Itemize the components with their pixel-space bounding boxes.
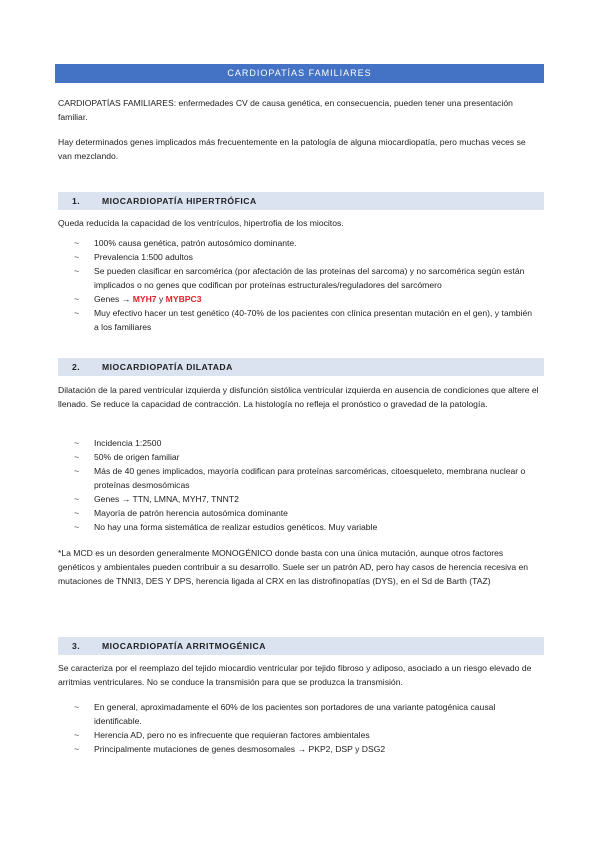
section-note: *La MCD es un desorden generalmente MONOGÉNICO donde basta con una única mutación, aunque otros factores genéticos y ambientales pueden contribuir a su desarrollo. Suele ser un patrón AD, pero hay casos de herencia recesiva en mutaciones de TNNI3, DES Y DPS, herencia ligada al CRX en las distrofinopatías (DYS), en el Sd de Barth (TAZ)	[58, 548, 529, 586]
intro-paragraph-1: CARDIOPATÍAS FAMILIARES: enfermedades CV de causa genética, en consecuencia, pueden tener una presentación familiar.	[58, 98, 513, 122]
section-number: 3.	[72, 641, 81, 651]
bullet-marker: ~	[74, 252, 80, 262]
bullet-list-arritmogenica	[58, 700, 538, 756]
list-item: ~ No hay una forma sistemática de realizar estudios genéticos. Muy variable	[74, 522, 378, 532]
list-item: ~ Más de 40 genes implicados, mayoría codifican para proteínas sarcoméricas, citoesqueleto, membrana nuclear o proteínas desmosómicas	[74, 466, 526, 490]
section-title: MIOCARDIOPATÍA ARRITMOGÉNICA	[102, 641, 266, 651]
list-item: ~ Prevalencia 1:500 adultos	[74, 252, 193, 262]
gene-mybpc3: MYBPC3	[165, 294, 202, 304]
bullet-marker: ~	[74, 266, 80, 276]
bullet-marker: ~	[74, 466, 80, 476]
bullet-marker: ~	[74, 452, 80, 462]
bullet-marker: ~	[74, 238, 80, 248]
list-item: ~ Mayoría de patrón herencia autosómica dominante	[74, 508, 288, 518]
section-heading-hipertrofica	[58, 192, 544, 210]
bullet-marker: ~	[74, 730, 80, 740]
bullet-marker: ~	[74, 508, 80, 518]
list-item: ~ Principalmente mutaciones de genes desmosomales → PKP2, DSP y DSG2	[74, 744, 386, 754]
gene-myh7: MYH7	[132, 294, 157, 304]
bullet-marker: ~	[74, 702, 80, 712]
bullet-list-hipertrofica	[58, 236, 538, 334]
section-paragraph: Se caracteriza por el reemplazo del tejido miocardio ventricular por tejido fibroso y adiposo, asociado a un riesgo elevado de arritmias ventriculares. No se conduce la transmisión para que se produzca la transmisión.	[58, 663, 532, 687]
bullet-marker: ~	[74, 308, 80, 318]
intro-paragraph-2: Hay determinados genes implicados más frecuentemente en la patología de alguna miocardiopatía, pero muchas veces se van mezclando.	[58, 137, 526, 161]
list-item: ~ 50% de origen familiar	[74, 452, 180, 462]
document-title: CARDIOPATÍAS FAMILIARES	[55, 64, 544, 83]
section-title: MIOCARDIOPATÍA HIPERTRÓFICA	[102, 196, 257, 206]
bullet-marker: ~	[74, 494, 80, 504]
bullet-marker: ~	[74, 744, 80, 754]
list-item: ~ 100% causa genética, patrón autosómico dominante.	[74, 238, 297, 248]
list-item: ~ Incidencia 1:2500	[74, 438, 162, 448]
bullet-marker: ~	[74, 522, 80, 532]
bullet-list-dilatada	[58, 436, 538, 534]
section-paragraph: Dilatación de la pared ventricular izquierda y disfunción sistólica ventricular izquierda en ausencia de condiciones que altere el llenado. Se reduce la capacidad de contracción. La histología no refleja el pronóstico o gravedad de la patología.	[58, 385, 539, 409]
list-item: ~ Genes → TTN, LMNA, MYH7, TNNT2	[74, 494, 239, 504]
section-number: 1.	[72, 196, 81, 206]
list-item: ~ Se pueden clasificar en sarcomérica (por afectación de las proteínas del sarcoma) y no sarcomérica según están implicados o no genes que codifican por proteínas estructurales/reguladores del sarcómero	[74, 266, 525, 290]
section-number: 2.	[72, 362, 81, 372]
bullet-marker: ~	[74, 294, 80, 304]
bullet-marker: ~	[74, 438, 80, 448]
section-title: MIOCARDIOPATÍA DILATADA	[102, 362, 233, 372]
list-item: ~ En general, aproximadamente el 60% de los pacientes son portadores de una variante patogénica causal identificable.	[74, 702, 496, 726]
section-paragraph: Queda reducida la capacidad de los ventrículos, hipertrofia de los miocitos.	[58, 218, 344, 228]
section-heading-arritmogenica	[58, 637, 544, 655]
list-item: ~ Genes → MYH7 y MYBPC3	[74, 294, 202, 304]
list-item: ~ Muy efectivo hacer un test genético (40-70% de los pacientes con clínica presentan mutación en el gen), y también a los familiares	[74, 308, 533, 332]
list-item: ~ Herencia AD, pero no es infrecuente que requieran factores ambientales	[74, 730, 370, 740]
section-heading-dilatada	[58, 358, 544, 376]
